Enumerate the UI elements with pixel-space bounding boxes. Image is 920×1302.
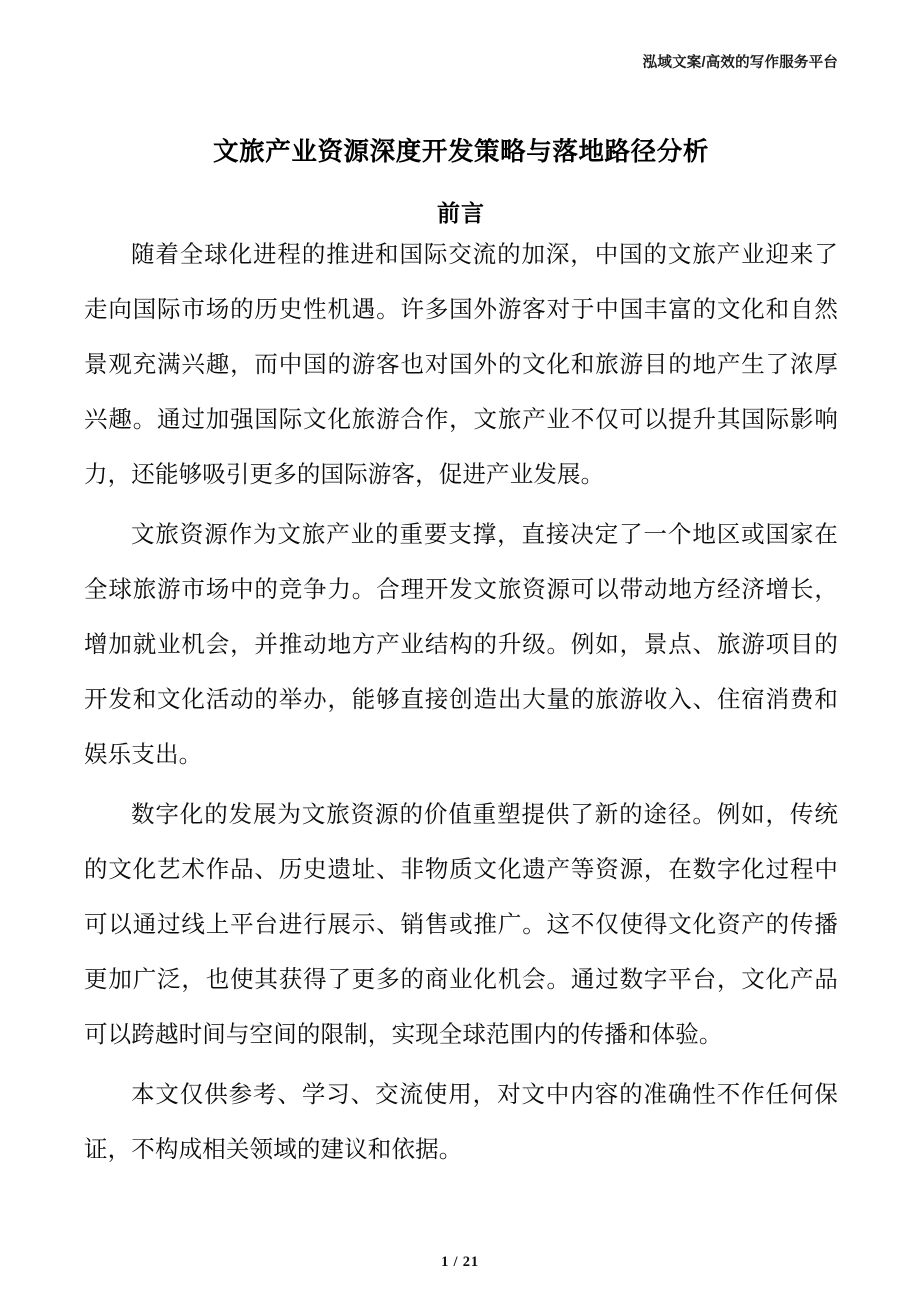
- body-paragraph: 随着全球化进程的推进和国际交流的加深，中国的文旅产业迎来了走向国际市场的历史性机遇。许多国外游客对于中国丰富的文化和自然景观充满兴趣，而中国的游客也对国外的文化和旅游目的地产生了浓厚兴趣。通过加强国际文化旅游合作，文旅产业不仅可以提升其国际影响力，还能够吸引更多的国际游客，促进产业发展。: [84, 242, 838, 488]
- page-number-footer: 1 / 21: [441, 1254, 479, 1270]
- running-header: 泓域文案/高效的写作服务平台: [642, 55, 838, 71]
- body-text-block: [84, 228, 838, 1178]
- section-heading-preface: 前言: [437, 200, 485, 227]
- body-paragraph: 数字化的发展为文旅资源的价值重塑提供了新的途径。例如，传统的文化艺术作品、历史遗址、非物质文化遗产等资源，在数字化过程中可以通过线上平台进行展示、销售或推广。这不仅使得文化资产的传播更加广泛，也使其获得了更多的商业化机会。通过数字平台，文化产品可以跨越时间与空间的限制，实现全球范围内的传播和体验。: [84, 802, 838, 1048]
- body-paragraph: 文旅资源作为文旅产业的重要支撑，直接决定了一个地区或国家在全球旅游市场中的竞争力。合理开发文旅资源可以带动地方经济增长，增加就业机会，并推动地方产业结构的升级。例如，景点、旅游项目的开发和文化活动的举办，能够直接创造出大量的旅游收入、住宿消费和娱乐支出。: [84, 522, 838, 768]
- body-paragraph: 本文仅供参考、学习、交流使用，对文中内容的准确性不作任何保证，不构成相关领域的建议和依据。: [84, 1082, 838, 1163]
- page-title: 文旅产业资源深度开发策略与落地路径分析: [213, 138, 709, 167]
